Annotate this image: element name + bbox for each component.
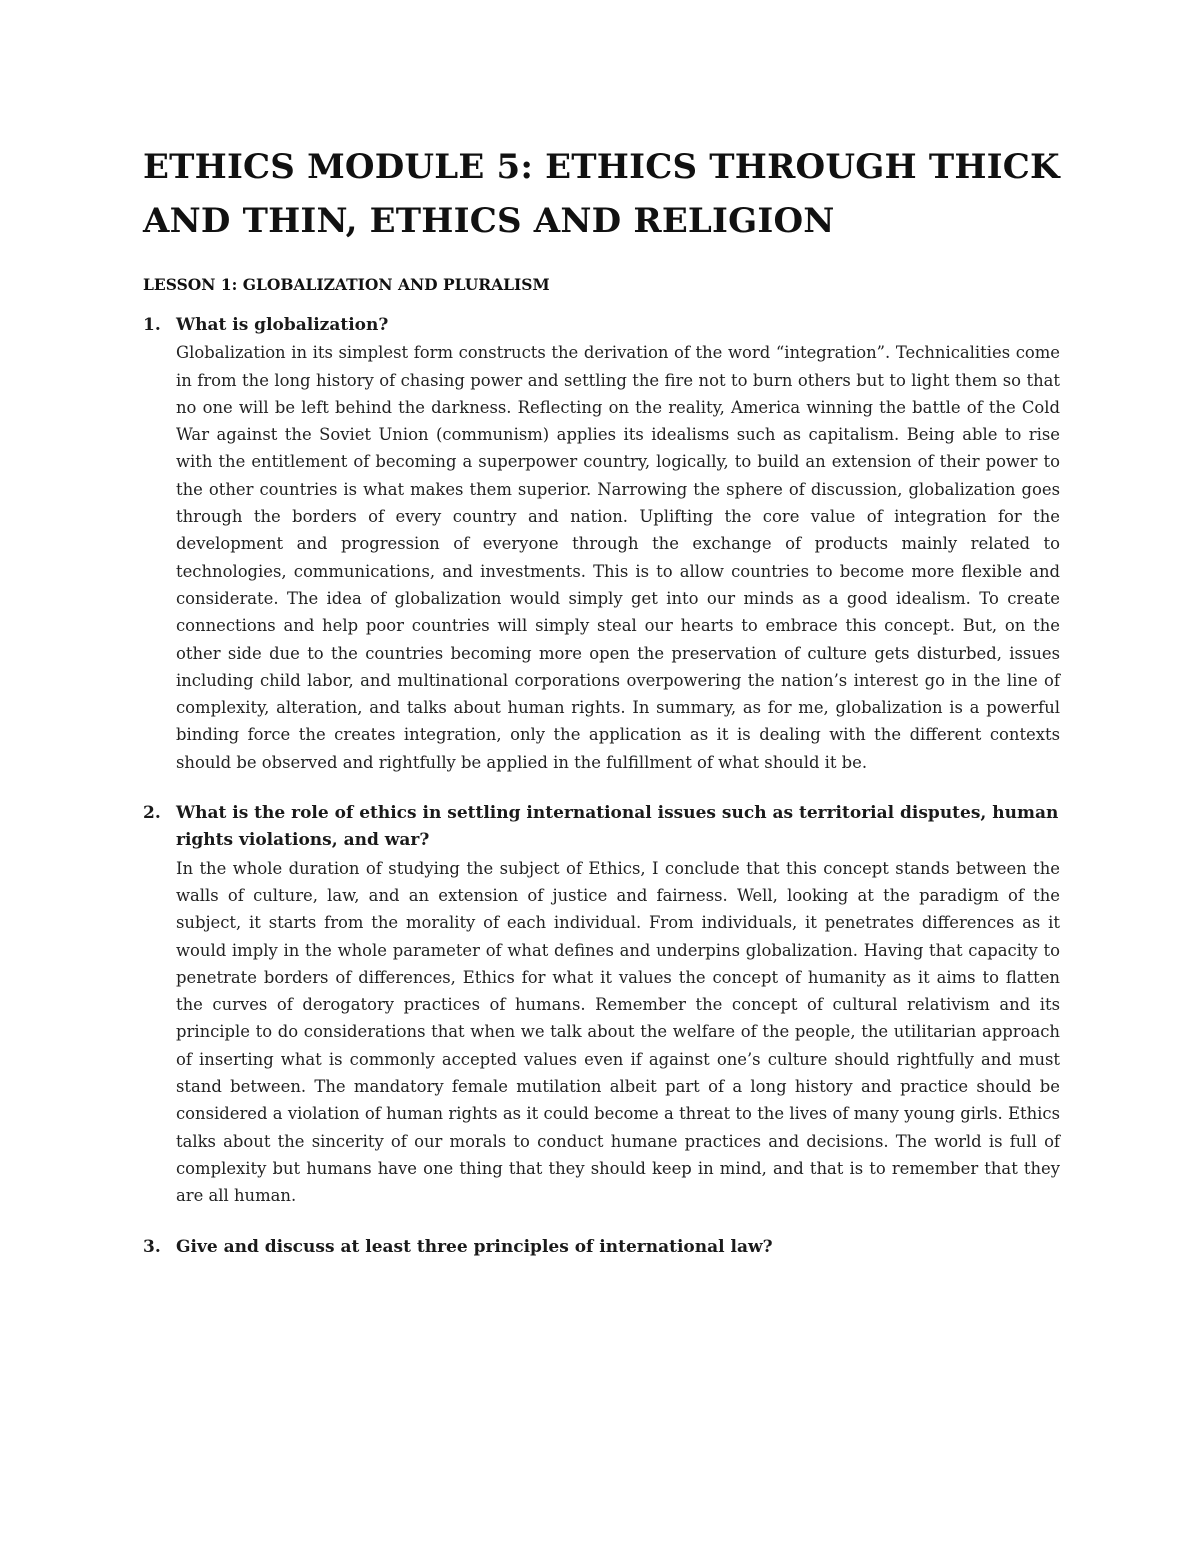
document-title: ETHICS MODULE 5: ETHICS THROUGH THICK AND THIN, ETHICS AND RELIGION — [143, 147, 1060, 241]
question-number: 3. — [143, 1236, 161, 1257]
lesson-heading: LESSON 1: GLOBALIZATION AND PLURALISM — [143, 275, 550, 294]
question-item-1 — [143, 312, 1060, 776]
answer-text: Globalization in its simplest form constructs the derivation of the word “integration”. Technicalities come in from the long history of chasing power and settling the fire not to burn others but to light them so that no one will be left behind the darkness. Reflecting on the reality, America winning the battle of the Cold War against the Soviet Union (communism) applies its idealisms such as capitalism. Being able to rise with the entitlement of becoming a superpower country, logically, to build an extension of their power to the other countries is what makes them superior. Narrowing the sphere of discussion, globalization goes through the borders of every country and nation. Uplifting the core value of integration for the development and progression of everyone through the exchange of products mainly related to technologies, communications, and investments. This is to allow countries to become more flexible and considerate. The idea of globalization would simply get into our minds as a good idealism. To create connections and help poor countries will simply steal our hearts to embrace this concept. But, on the other side due to the countries becoming more open the preservation of culture gets disturbed, issues including child labor, and multinational corporations overpowering the nation’s interest go in the line of complexity, alteration, and talks about human rights. In summary, as for me, globalization is a powerful binding force the creates integration, only the application as it is dealing with the different contexts should be observed and rightfully be applied in the fulfillment of what should it be. — [176, 343, 1060, 772]
question-text: Give and discuss at least three principles of international law? — [176, 1236, 773, 1257]
question-item-3 — [143, 1234, 1060, 1261]
question-text: What is globalization? — [176, 315, 389, 335]
question-text: What is the role of ethics in settling international issues such as territorial disputes, human rights violations, and war? — [176, 803, 1059, 851]
question-item-2 — [143, 800, 1060, 1209]
question-number: 2. — [143, 803, 161, 824]
question-number: 1. — [143, 315, 161, 335]
question-list — [143, 312, 1060, 1261]
answer-text: In the whole duration of studying the subject of Ethics, I conclude that this concept stands between the walls of culture, law, and an extension of justice and fairness. Well, looking at the paradigm of the subject, it starts from the morality of each individual. From individuals, it penetrates differences as it would imply in the whole parameter of what defines and underpins globalization. Having that capacity to penetrate borders of differences, Ethics for what it values the concept of humanity as it aims to flatten the curves of derogatory practices of humans. Remember the concept of cultural relativism and its principle to do considerations that when we talk about the welfare of the people, the utilitarian approach of inserting what is commonly accepted values even if against one’s culture should rightfully and must stand between. The mandatory female mutilation albeit part of a long history and practice should be considered a violation of human rights as it could become a threat to the lives of many young girls. Ethics talks about the sincerity of our morals to conduct humane practices and decisions. The world is full of complexity but humans have one thing that they should keep in mind, and that is to remember that they are all human. — [176, 858, 1060, 1206]
